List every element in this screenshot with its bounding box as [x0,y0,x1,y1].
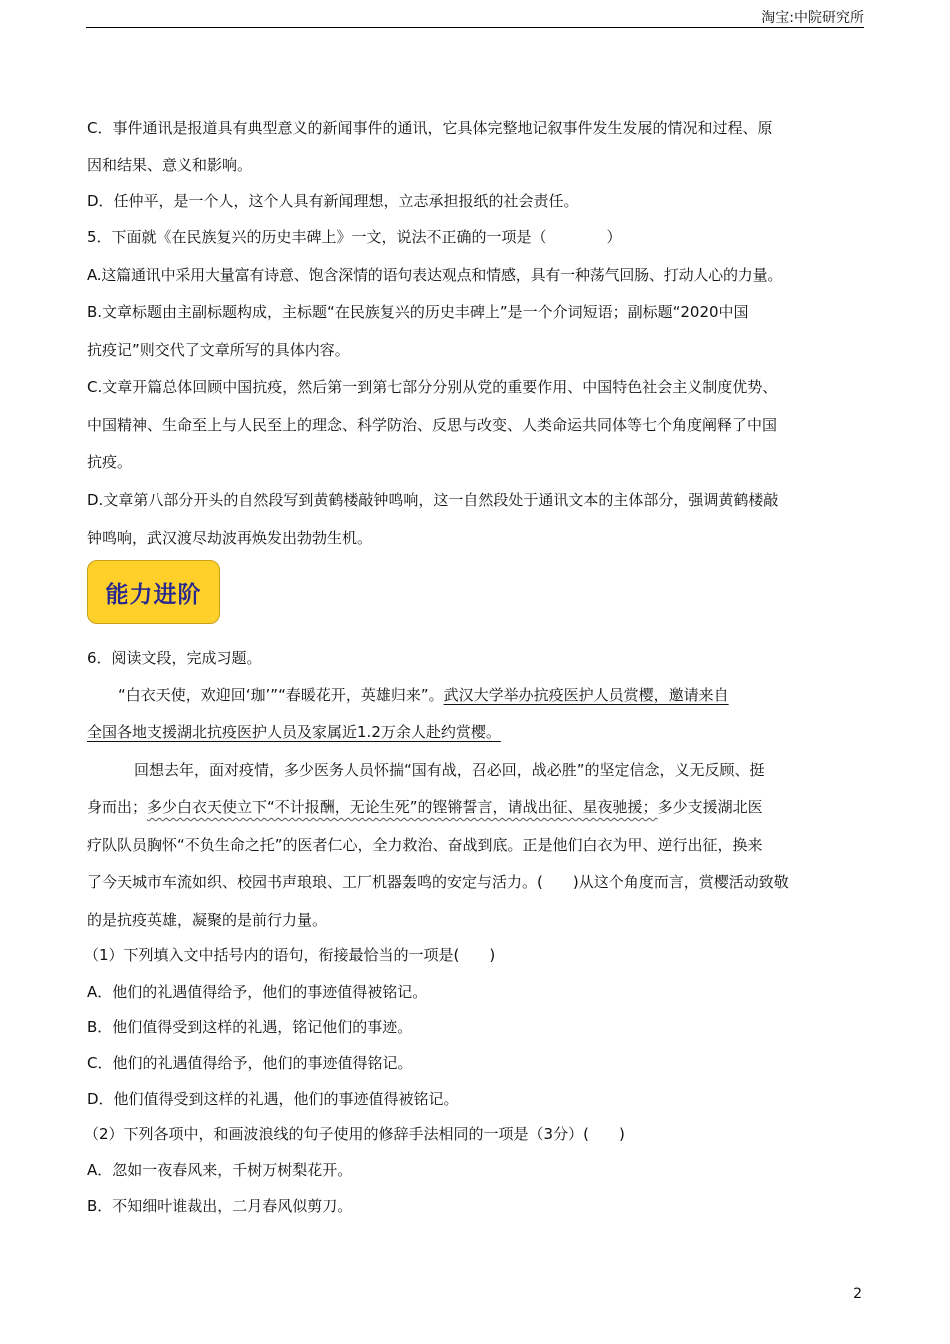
passage-line: 疗队队员胸怀“不负生命之托”的医者仁心，全力救治、奋战到底。正是他们白衣为甲、逆行出征，换来 [87,836,763,854]
passage-text: 多少支援湖北医 [657,798,763,816]
header-source: 淘宝:中院研究所 [761,10,864,26]
option-c: C.文章开篇总体回顾中国抗疫，然后第一到第七部分分别从党的重要作用、中国特色社会主义制度优势、 [87,378,778,396]
wavy-underlined-sentence: 多少白衣天使立下“不计报酬，无论生死”的铿锵誓言，请战出征、星夜驰援； [147,798,658,816]
question-5: 5．下面就《在民族复兴的历史丰碑上》一文，说法不正确的一项是（ ） [87,228,622,246]
text-line: 抗疫记”则交代了文章所写的具体内容。 [87,341,350,359]
underlined-sentence: 武汉大学举办抗疫医护人员赏樱，邀请来自 [443,686,729,704]
passage-line [87,722,501,742]
section-badge-label: 能力进阶 [105,581,202,608]
text-line: D．任仲平，是一个人，这个人具有新闻理想，立志承担报纸的社会责任。 [87,192,579,210]
underlined-sentence: 全国各地支援湖北抗疫医护人员及家属近1.2万余人赴约赏樱。 [87,723,501,741]
option-a: A．他们的礼遇值得给予，他们的事迹值得被铭记。 [87,983,428,1001]
option-a: A．忽如一夜春风来，千树万树梨花开。 [87,1161,353,1179]
option-a: A.这篇通讯中采用大量富有诗意、饱含深情的语句表达观点和情感，具有一种荡气回肠、打动人心的力量。 [87,266,783,284]
page-number: 2 [853,1286,862,1302]
passage-line [87,797,763,817]
passage-text: 身而出； [87,798,148,816]
sub-question-2: （2）下列各项中，和画波浪线的句子使用的修辞手法相同的一项是（3分）( ) [84,1125,625,1143]
passage-line [118,685,729,705]
text-line: 因和结果、意义和影响。 [87,156,253,174]
option-b: B．他们值得受到这样的礼遇，铭记他们的事迹。 [87,1018,413,1036]
option-b: B．不知细叶谁裁出，二月春风似剪刀。 [87,1197,353,1215]
text-line: 钟鸣响，武汉渡尽劫波再焕发出勃勃生机。 [87,529,373,547]
question-6-title: 6．阅读文段，完成习题。 [87,649,262,667]
header-rule [86,27,864,28]
text-line: 中国精神、生命至上与人民至上的理念、科学防治、反思与改变、人类命运共同体等七个角度阐释了中国 [87,416,778,434]
section-badge [87,560,220,624]
option-c: C．他们的礼遇值得给予，他们的事迹值得铭记。 [87,1054,413,1072]
passage-line: 回想去年，面对疫情，多少医务人员怀揣“国有战，召必回，战必胜”的坚定信念，义无反顾、挺 [134,761,765,779]
option-d: D.文章第八部分开头的自然段写到黄鹤楼敲钟鸣响，这一自然段处于通讯文本的主体部分，强调黄鹤楼敲 [87,491,779,509]
option-d: D．他们值得受到这样的礼遇，他们的事迹值得被铭记。 [87,1090,459,1108]
passage-line: 了今天城市车流如织、校园书声琅琅、工厂机器轰鸣的安定与活力。( )从这个角度而言，赏樱活动致敬 [87,873,789,891]
option-b: B.文章标题由主副标题构成，主标题“在民族复兴的历史丰碑上”是一个介词短语；副标题“2020中国 [87,303,749,321]
passage-line: 的是抗疫英雄，凝聚的是前行力量。 [87,911,328,929]
sub-question-1: （1）下列填入文中括号内的语句，衔接最恰当的一项是( ) [84,946,496,964]
text-line: 抗疫。 [87,453,133,471]
text-line: C．事件通讯是报道具有典型意义的新闻事件的通讯，它具体完整地记叙事件发生发展的情况和过程、原 [87,119,773,137]
passage-text: “白衣天使，欢迎回‘珈’”“春暖花开，英雄归来”。 [118,686,444,704]
